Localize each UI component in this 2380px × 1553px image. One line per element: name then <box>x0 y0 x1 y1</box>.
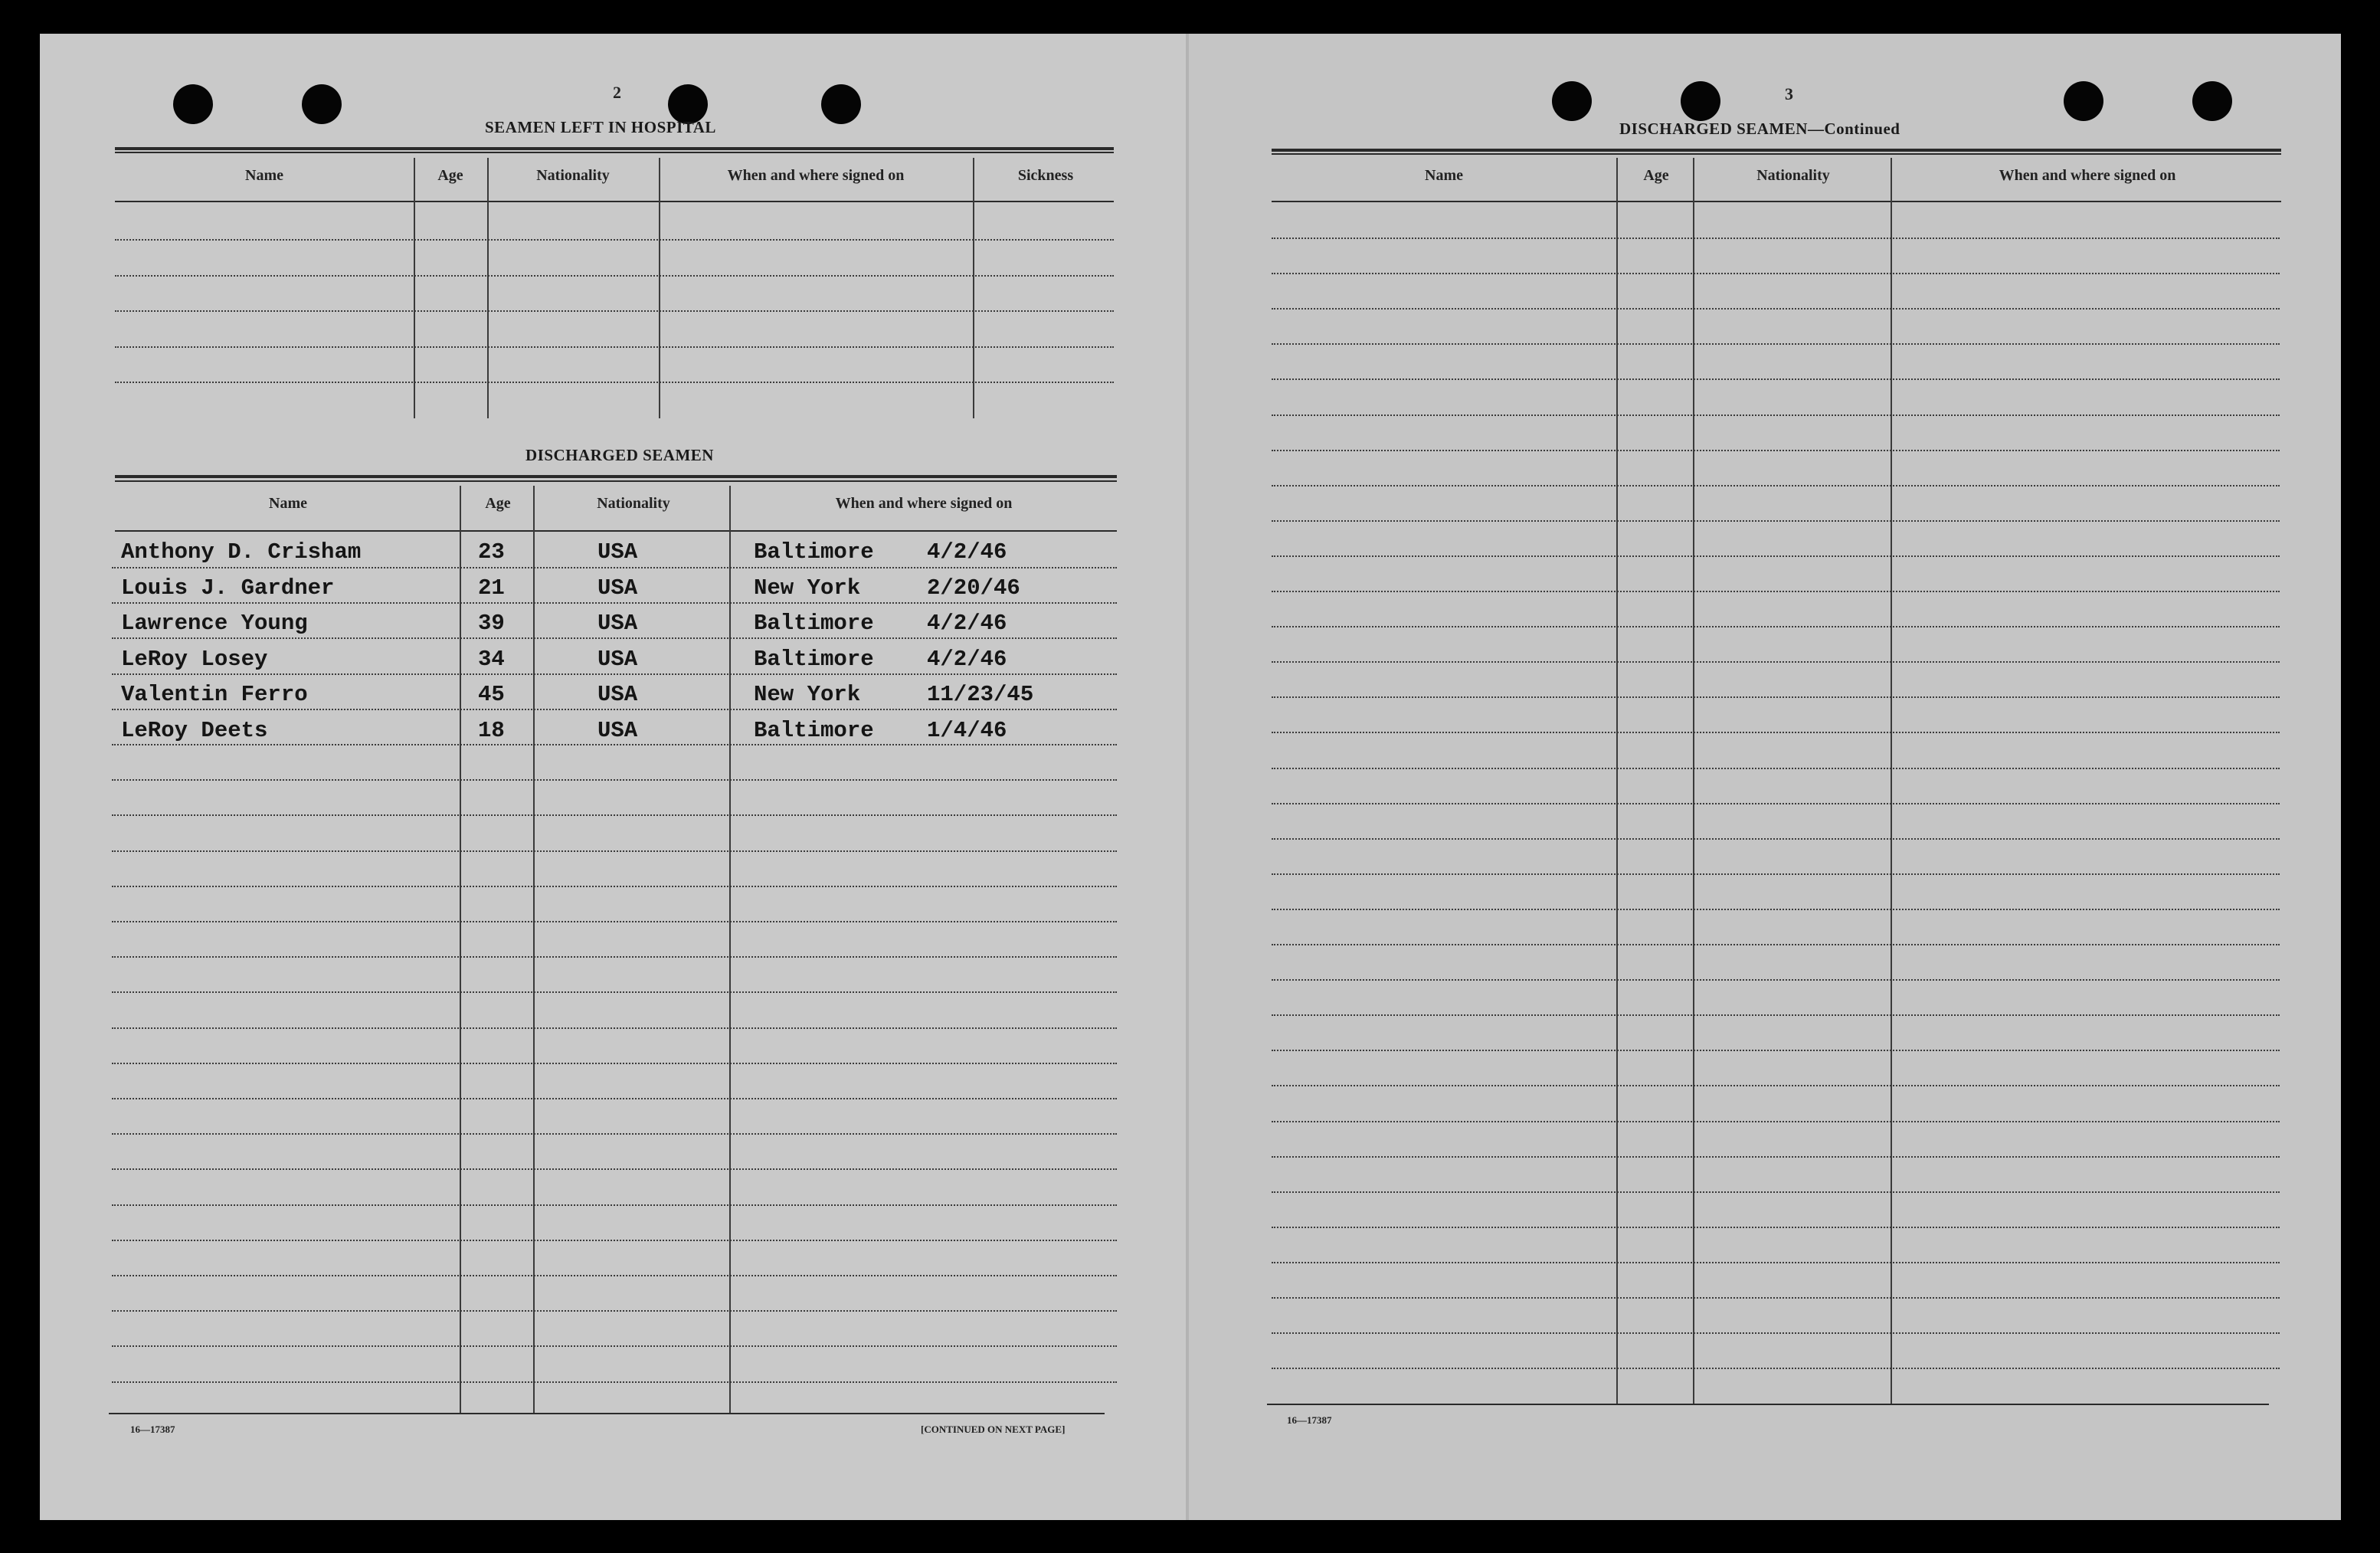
ruled-line <box>115 346 1114 348</box>
ruled-line <box>115 310 1114 312</box>
seaman-name: Louis J. Gardner <box>121 575 335 601</box>
column-header-nationality: Nationality <box>536 167 610 184</box>
seaman-age: 18 <box>478 718 505 743</box>
seaman-name: Anthony D. Crisham <box>121 539 362 565</box>
signed-on-place: Baltimore <box>754 611 874 637</box>
signed-on-place: Baltimore <box>754 539 874 565</box>
ruled-line <box>112 1133 1117 1135</box>
ruled-line <box>1272 308 2280 310</box>
punch-hole <box>1681 81 1720 121</box>
column-header-name: Name <box>269 495 307 512</box>
ruled-line <box>1272 696 2280 698</box>
seaman-nationality: USA <box>597 575 638 601</box>
ruled-line <box>112 850 1117 852</box>
ruled-line <box>112 886 1117 887</box>
form-number: 16—17387 <box>1287 1414 1332 1426</box>
left-page <box>40 34 1187 1520</box>
signed-on-date: 4/2/46 <box>927 646 1007 672</box>
ruled-line <box>1272 343 2280 345</box>
seaman-nationality: USA <box>597 682 638 708</box>
ruled-line <box>112 1204 1117 1206</box>
column-divider <box>973 158 974 418</box>
ruled-line <box>112 709 1117 710</box>
ruled-line <box>1272 626 2280 627</box>
seaman-age: 23 <box>478 539 505 565</box>
seaman-nationality: USA <box>597 611 638 637</box>
ruled-line <box>1272 1121 2280 1122</box>
ruled-line <box>1272 1332 2280 1334</box>
ruled-line <box>112 1098 1117 1099</box>
column-divider <box>1891 158 1892 1404</box>
ruled-line <box>112 1275 1117 1276</box>
ruled-line <box>112 673 1117 675</box>
ruled-line <box>1272 909 2280 910</box>
ruled-line <box>112 1381 1117 1383</box>
ruled-line <box>112 1310 1117 1312</box>
column-header-age: Age <box>1643 167 1669 184</box>
header-rule <box>1272 201 2281 202</box>
column-header-signed-on: When and where signed on <box>727 167 905 184</box>
punch-hole <box>1552 81 1592 121</box>
ruled-line <box>1272 944 2280 945</box>
ruled-line <box>112 637 1117 639</box>
column-header-nationality: Nationality <box>597 495 670 512</box>
hospital-section-title: SEAMEN LEFT IN HOSPITAL <box>485 118 716 136</box>
header-rule <box>115 201 1114 202</box>
column-divider <box>414 158 415 418</box>
signed-on-place: New York <box>754 682 861 708</box>
seaman-name: LeRoy Losey <box>121 646 268 672</box>
seaman-name: Valentin Ferro <box>121 682 308 708</box>
ruled-line <box>1272 979 2280 981</box>
column-divider <box>1616 158 1618 1404</box>
signed-on-date: 1/4/46 <box>927 718 1007 743</box>
form-number: 16—17387 <box>130 1424 175 1435</box>
seaman-name: Lawrence Young <box>121 611 308 637</box>
ruled-line <box>1272 1085 2280 1086</box>
ruled-line <box>1272 1191 2280 1193</box>
ruled-line <box>1272 1227 2280 1228</box>
ruled-line <box>112 1027 1117 1029</box>
signed-on-date: 4/2/46 <box>927 611 1007 637</box>
ruled-line <box>112 814 1117 816</box>
ruled-line <box>1272 485 2280 487</box>
ruled-line <box>1272 838 2280 840</box>
punch-hole <box>821 84 861 124</box>
seaman-age: 34 <box>478 646 505 672</box>
ruled-line <box>1272 1050 2280 1051</box>
ruled-line <box>112 1240 1117 1241</box>
header-rule <box>1272 153 2281 155</box>
seaman-age: 39 <box>478 611 505 637</box>
punch-hole <box>302 84 342 124</box>
header-rule <box>115 475 1117 478</box>
ruled-line <box>1272 1262 2280 1263</box>
header-rule <box>115 147 1114 150</box>
page-number: 3 <box>1785 84 1793 103</box>
seaman-age: 45 <box>478 682 505 708</box>
ruled-line <box>1272 273 2280 274</box>
signed-on-date: 11/23/45 <box>927 682 1034 708</box>
header-rule <box>115 480 1117 482</box>
ruled-line <box>1272 555 2280 557</box>
ruled-line <box>112 1063 1117 1064</box>
page-number: 2 <box>613 83 621 102</box>
column-divider <box>729 486 731 1413</box>
ruled-line <box>112 1168 1117 1170</box>
seaman-name: LeRoy Deets <box>121 718 268 743</box>
ruled-line <box>1272 520 2280 522</box>
ruled-line <box>112 779 1117 781</box>
ruled-line <box>1272 450 2280 451</box>
page-fold <box>1186 34 1189 1520</box>
ruled-line <box>1272 803 2280 804</box>
ruled-line <box>112 921 1117 922</box>
signed-on-date: 2/20/46 <box>927 575 1020 601</box>
signed-on-place: New York <box>754 575 861 601</box>
seaman-nationality: USA <box>597 539 638 565</box>
ruled-line <box>1272 591 2280 592</box>
ruled-line <box>1272 1297 2280 1299</box>
column-header-signed-on: When and where signed on <box>835 495 1013 512</box>
column-divider <box>533 486 535 1413</box>
ruled-line <box>115 275 1114 277</box>
punch-hole <box>2192 81 2232 121</box>
ruled-line <box>112 602 1117 604</box>
column-header-age: Age <box>485 495 511 512</box>
signed-on-place: Baltimore <box>754 718 874 743</box>
column-header-age: Age <box>437 167 463 184</box>
ruled-line <box>112 1345 1117 1347</box>
signed-on-date: 4/2/46 <box>927 539 1007 565</box>
column-header-sickness: Sickness <box>1017 167 1074 184</box>
header-rule <box>1272 149 2281 152</box>
column-divider <box>1693 158 1694 1404</box>
header-rule <box>115 530 1117 532</box>
ruled-line <box>1272 414 2280 416</box>
header-rule <box>115 152 1114 153</box>
column-divider <box>487 158 489 418</box>
column-header-name: Name <box>245 167 283 184</box>
ruled-line <box>1272 873 2280 875</box>
ruled-line <box>1272 238 2280 239</box>
ruled-line <box>112 567 1117 568</box>
column-header-nationality: Nationality <box>1756 167 1830 184</box>
column-divider <box>659 158 660 418</box>
seaman-nationality: USA <box>597 646 638 672</box>
ruled-line <box>1272 732 2280 733</box>
table-bottom-rule <box>1267 1404 2269 1405</box>
ruled-line <box>112 991 1117 993</box>
ruled-line <box>1272 1368 2280 1369</box>
ruled-line <box>1272 1014 2280 1016</box>
punch-hole <box>2064 81 2103 121</box>
ruled-line <box>1272 378 2280 380</box>
continued-section-title: DISCHARGED SEAMEN—Continued <box>1619 120 1900 138</box>
column-header-signed-on: When and where signed on <box>1999 167 2176 184</box>
column-divider <box>460 486 461 1413</box>
column-header-name: Name <box>1425 167 1463 184</box>
discharged-section-title: DISCHARGED SEAMEN <box>525 446 714 464</box>
table-bottom-rule <box>109 1413 1105 1414</box>
signed-on-place: Baltimore <box>754 646 874 672</box>
ruled-line <box>115 382 1114 383</box>
continued-note: [CONTINUED ON NEXT PAGE] <box>921 1424 1066 1435</box>
seaman-nationality: USA <box>597 718 638 743</box>
ruled-line <box>115 239 1114 241</box>
ruled-line <box>112 744 1117 745</box>
ruled-line <box>1272 1156 2280 1158</box>
ruled-line <box>1272 661 2280 663</box>
ruled-line <box>112 956 1117 958</box>
ruled-line <box>1272 768 2280 769</box>
punch-hole <box>173 84 213 124</box>
seaman-age: 21 <box>478 575 505 601</box>
